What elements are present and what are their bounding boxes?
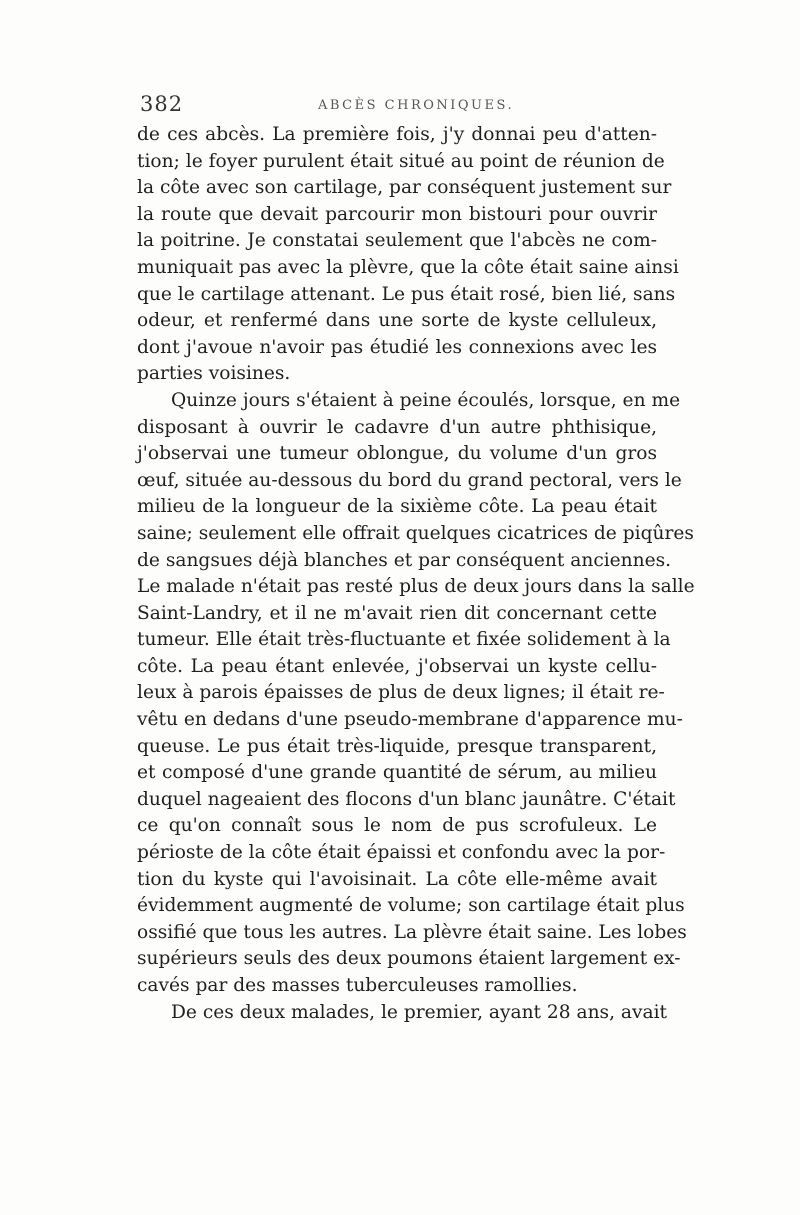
text-line: dont j'avoue n'avoir pas étudié les connexions avec les: [137, 336, 657, 358]
text-line: parties voisines.: [137, 363, 291, 385]
text-line: œuf, située au-dessous du bord du grand pectoral, vers le: [137, 469, 682, 491]
text-line: tumeur. Elle était très-fluctuante et fixée solidement à la: [137, 629, 671, 651]
text-line: odeur, et renfermé dans une sorte de kyste celluleux,: [137, 310, 657, 332]
body-text: [137, 122, 695, 1026]
text-line: la poitrine. Je constatai seulement que l'abcès ne com-: [137, 230, 657, 252]
text-line: Saint-Landry, et il ne m'avait rien dit concernant cette: [137, 602, 657, 624]
running-head: ABCÈS CHRONIQUES.: [318, 98, 515, 113]
text-line: et composé d'une grande quantité de sérum, au milieu: [137, 762, 657, 784]
text-line: la côte avec son cartilage, par conséquent justement sur: [137, 177, 672, 199]
text-line: j'observai une tumeur oblongue, du volume d'un gros: [137, 443, 657, 465]
text-line: vêtu en dedans d'une pseudo-membrane d'apparence mu-: [137, 709, 683, 731]
text-line: Le malade n'était pas resté plus de deux jours dans la salle: [137, 576, 695, 598]
text-line: disposant à ouvrir le cadavre d'un autre phthisique,: [137, 416, 657, 438]
text-line: queuse. Le pus était très-liquide, presque transparent,: [137, 735, 657, 757]
text-line: saine; seulement elle offrait quelques cicatrices de piqûres: [137, 522, 694, 544]
text-line: milieu de la longueur de la sixième côte. La peau était: [137, 496, 657, 518]
text-line: de sangsues déjà blanches et par conséquent anciennes.: [137, 549, 672, 571]
text-line: de ces abcès. La première fois, j'y donnai peu d'atten-: [137, 124, 657, 145]
text-line: ce qu'on connaît sous le nom de pus scrofuleux. Le: [137, 815, 657, 837]
text-line: ossifié que tous les autres. La plèvre était saine. Les lobes: [137, 921, 687, 943]
page-number: 382: [140, 92, 184, 116]
text-line: cavés par des masses tuberculeuses ramollies.: [137, 975, 578, 996]
text-line: périoste de la côte était épaissi et confondu avec la por-: [137, 842, 666, 864]
text-line: Quinze jours s'étaient à peine écoulés, lorsque, en me: [171, 389, 681, 411]
page-header: [140, 92, 670, 122]
text-line: duquel nageaient des flocons d'un blanc jaunâtre. C'était: [137, 788, 676, 810]
text-line: côte. La peau étant enlevée, j'observai un kyste cellu-: [137, 655, 657, 677]
text-line: supérieurs seuls des deux poumons étaient largement ex-: [137, 948, 681, 970]
text-line: muniquait pas avec la plèvre, que la côte était saine ainsi: [137, 256, 679, 278]
text-line: tion; le foyer purulent était situé au point de réunion de: [137, 150, 665, 172]
text-line: tion du kyste qui l'avoisinait. La côte elle-même avait: [137, 868, 657, 890]
text-line: évidemment augmenté de volume; son cartilage était plus: [137, 895, 685, 917]
text-line: De ces deux malades, le premier, ayant 28 ans, avait: [171, 1001, 668, 1023]
text-line: que le cartilage attenant. Le pus était rosé, bien lié, sans: [137, 283, 676, 305]
text-line: la route que devait parcourir mon bistouri pour ouvrir: [137, 203, 657, 225]
text-line: leux à parois épaisses de plus de deux lignes; il était re-: [137, 682, 665, 704]
